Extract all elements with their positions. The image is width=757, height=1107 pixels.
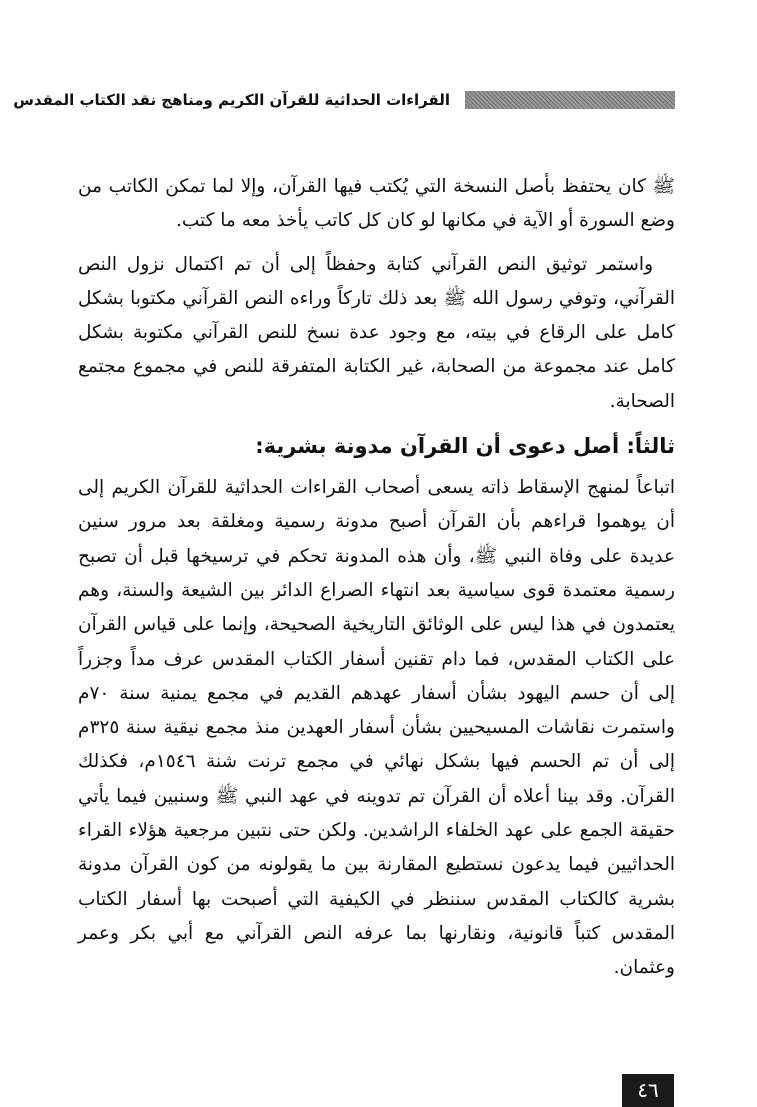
paragraph: واستمر توثيق النص القرآني كتابة وحفظاً إلى أن تم اكتمال نزول النص القرآني، وتوفي رسول الله ﷺ بعد ذلك تاركاً وراءه النص القرآني مكتوبا بشكل كامل على الرقاع في بيته، مع وجود عدة نسخ للنص القرآني مكتوبة بشكل كامل عند مجموعة من الصحابة، غير الكتابة المتفرقة للنص في مجموع مجتمع الصحابة. (78, 253, 675, 412)
section-heading: ثالثاً: أصل دعوى أن القرآن مدونة بشرية: (255, 434, 675, 459)
header-title: القراءات الحداثية للقرآن الكريم ومناهج نقد الكتاب المقدس (78, 88, 450, 112)
running-header (13, 88, 675, 112)
page-number: ٤٦ (622, 1074, 674, 1107)
page-body (78, 170, 675, 986)
paragraph-continuation: ﷺ كان يحتفظ بأصل النسخة التي يُكتب فيها القرآن، وإلا لما تمكن الكاتب من وضع السورة أو الآية في مكانها لو كان كل كاتب يأخذ معه ما كتب. (78, 176, 675, 232)
section-paragraph: اتباعاً لمنهج الإسقاط ذاته يسعى أصحاب القراءات الحداثية للقرآن الكريم إلى أن يوهموا قراءهم بأن القرآن أصبح مدونة رسمية ومغلقة بعد مرور سنين عديدة على وفاة النبي ﷺ، وأن هذه المدونة تحكم في ترسيخها قبل أن تصبح رسمية معتمدة قوى سياسية بعد انتهاء الصراع الدائر بين الشيعة والسنة، وهم يعتمدون في هذا ليس على الوثائق التاريخية الصحيحة، وإنما على قياس القرآن على الكتاب المقدس، فما دام تقنين أسفار الكتاب المقدس عرف مداً وجزراً إلى أن حسم اليهود بشأن أسفار عهدهم القديم في مجمع يمنية سنة ٧٠م واستمرت نقاشات المسيحيين بشأن أسفار العهدين منذ مجمع نيقية سنة ٣٢٥م إلى أن تم الحسم فيها بشكل نهائي في مجمع ترنت شنة ١٥٤٦م، فكذلك القرآن. وقد بينا أعلاه أن القرآن تم تدوينه في عهد النبي ﷺ وسنبين فيما يأتي حقيقة الجمع على عهد الخلفاء الراشدين. ولكن حتى نتبين مرجعية هؤلاء القراء الحداثيين فيما يدعون نستطيع المقارنة بين ما يقولونه من كون القرآن مدونة بشرية كالكتاب المقدس سننظر في الكيفية التي أصبحت بها أسفار الكتاب المقدس كتباً قانونية، ونقارنها بما عرفه النص القرآني مع أبي بكر وعمر وعثمان. (78, 477, 675, 979)
header-decorative-bar (465, 91, 675, 109)
